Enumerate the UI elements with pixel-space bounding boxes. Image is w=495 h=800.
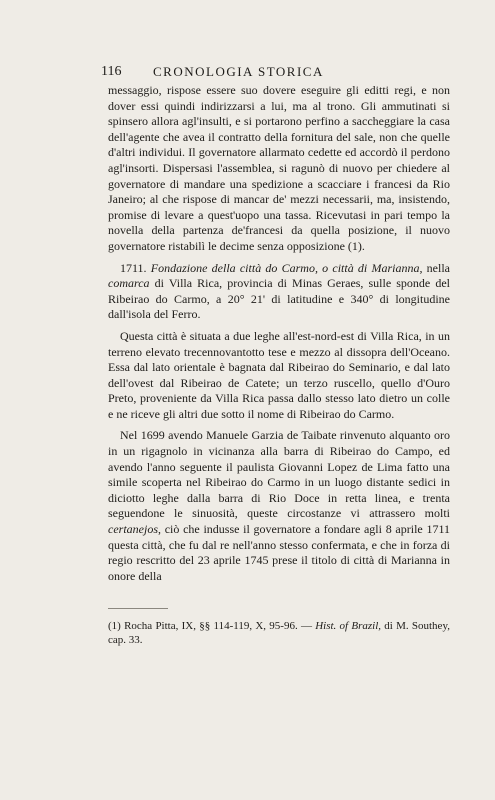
running-header (101, 64, 417, 84)
footnote-text-2: di M. Southey, cap. 33. (108, 620, 450, 646)
entry-italic-word: comarca (108, 276, 150, 291)
paragraph-city-description: Questa città è situata a due leghe all'est-nord-est di Villa Rica, in un terreno elevato trecennovantotto tese e mezzo al dissopra dell'Oceano. Essa dal lato orientale è bagnata dal Ribeirao do Seminario, e dal lato dell'ovest dal Ribeirao de Catete; un terzo ruscello, quello d'Ouro Preto, proveniente da Villa Rica passa dallo stesso lato dietro un colle e ne riceve gli altri due sotto il nome di Ribeirao do Carmo. (108, 328, 450, 421)
footnote-divider (108, 608, 168, 609)
history-italic-word: certanejos (108, 522, 158, 537)
running-title: CRONOLOGIA STORICA (153, 64, 324, 79)
history-text-1: Nel 1699 avendo Manuele Garzia de Taibate rinvenuto alquanto oro in un rigagnolo in vicinanza alla barra di Ribeirao do Campo, ed avendo l'anno seguente il paulista Giovanni Lopez de Lima fatto una simile scoperta nel Ribeirao do Carmo in un luogo distante sedici in diciotto leghe dalla barra di Rio Doce in retta linea, e trenta seguendone le sinuosità, queste circostanze vi attrassero molti (108, 428, 450, 521)
entry-year: 1711. (120, 260, 147, 275)
history-text-2: , ciò che indusse il governatore a fondare agli 8 aprile 1711 questa città, che fu dal re nell'anno stesso confermata, e che in forza di regio rescritto del 23 aprile 1745 prese il titolo di città di Marianna in onore della (108, 522, 450, 583)
paragraph-history (108, 428, 450, 584)
footnote (108, 619, 450, 647)
entry-heading: Fondazione della città do Carmo, o città di Marianna, (150, 260, 423, 275)
body-text (108, 83, 450, 584)
footnote-text-1: (1) Rocha Pitta, IX, §§ 114-119, X, 95-96. — (108, 620, 316, 632)
entry-text-2: di Villa Rica, provincia di Minas Geraes, sulle sponde del Ribeirao do Carmo, a 20° 21' di latitudine e 340° di longitudine dall'isola del Ferro. (108, 276, 450, 322)
footnote-italic: Hist. of Brazil, (315, 620, 382, 632)
entry-text-1: nella (422, 260, 451, 275)
page-number: 116 (101, 64, 122, 79)
paragraph-continuation: messaggio, rispose essere suo dovere eseguire gli editti regi, e non dover essi quindi indirizzarsi a lui, ma al trono. Gli ammutinati si spinsero allora agl'insulti, e si portarono perfino a saccheggiare la casa dell'agente che avea il contratto della fornitura del sale, non che quelle d'altri individui. Il governatore allarmato cedette ed accordò il perdono agl'insorti. Dispersasi l'assemblea, si ragunò di nuovo per chiedere al governatore di mandare una spedizione a scacciare i francesi da Rio Janeiro; al che rispose di mancar de' mezzi necessarii, ma, insistendo, promise di levare a quest'uopo una tassa. Ricevutasi in pari tempo la novella della partenza de'francesi da quella posizione, il nuovo governatore ristabilì le decime senza opposizione (1). (108, 83, 450, 253)
paragraph-entry-1711 (108, 261, 450, 323)
